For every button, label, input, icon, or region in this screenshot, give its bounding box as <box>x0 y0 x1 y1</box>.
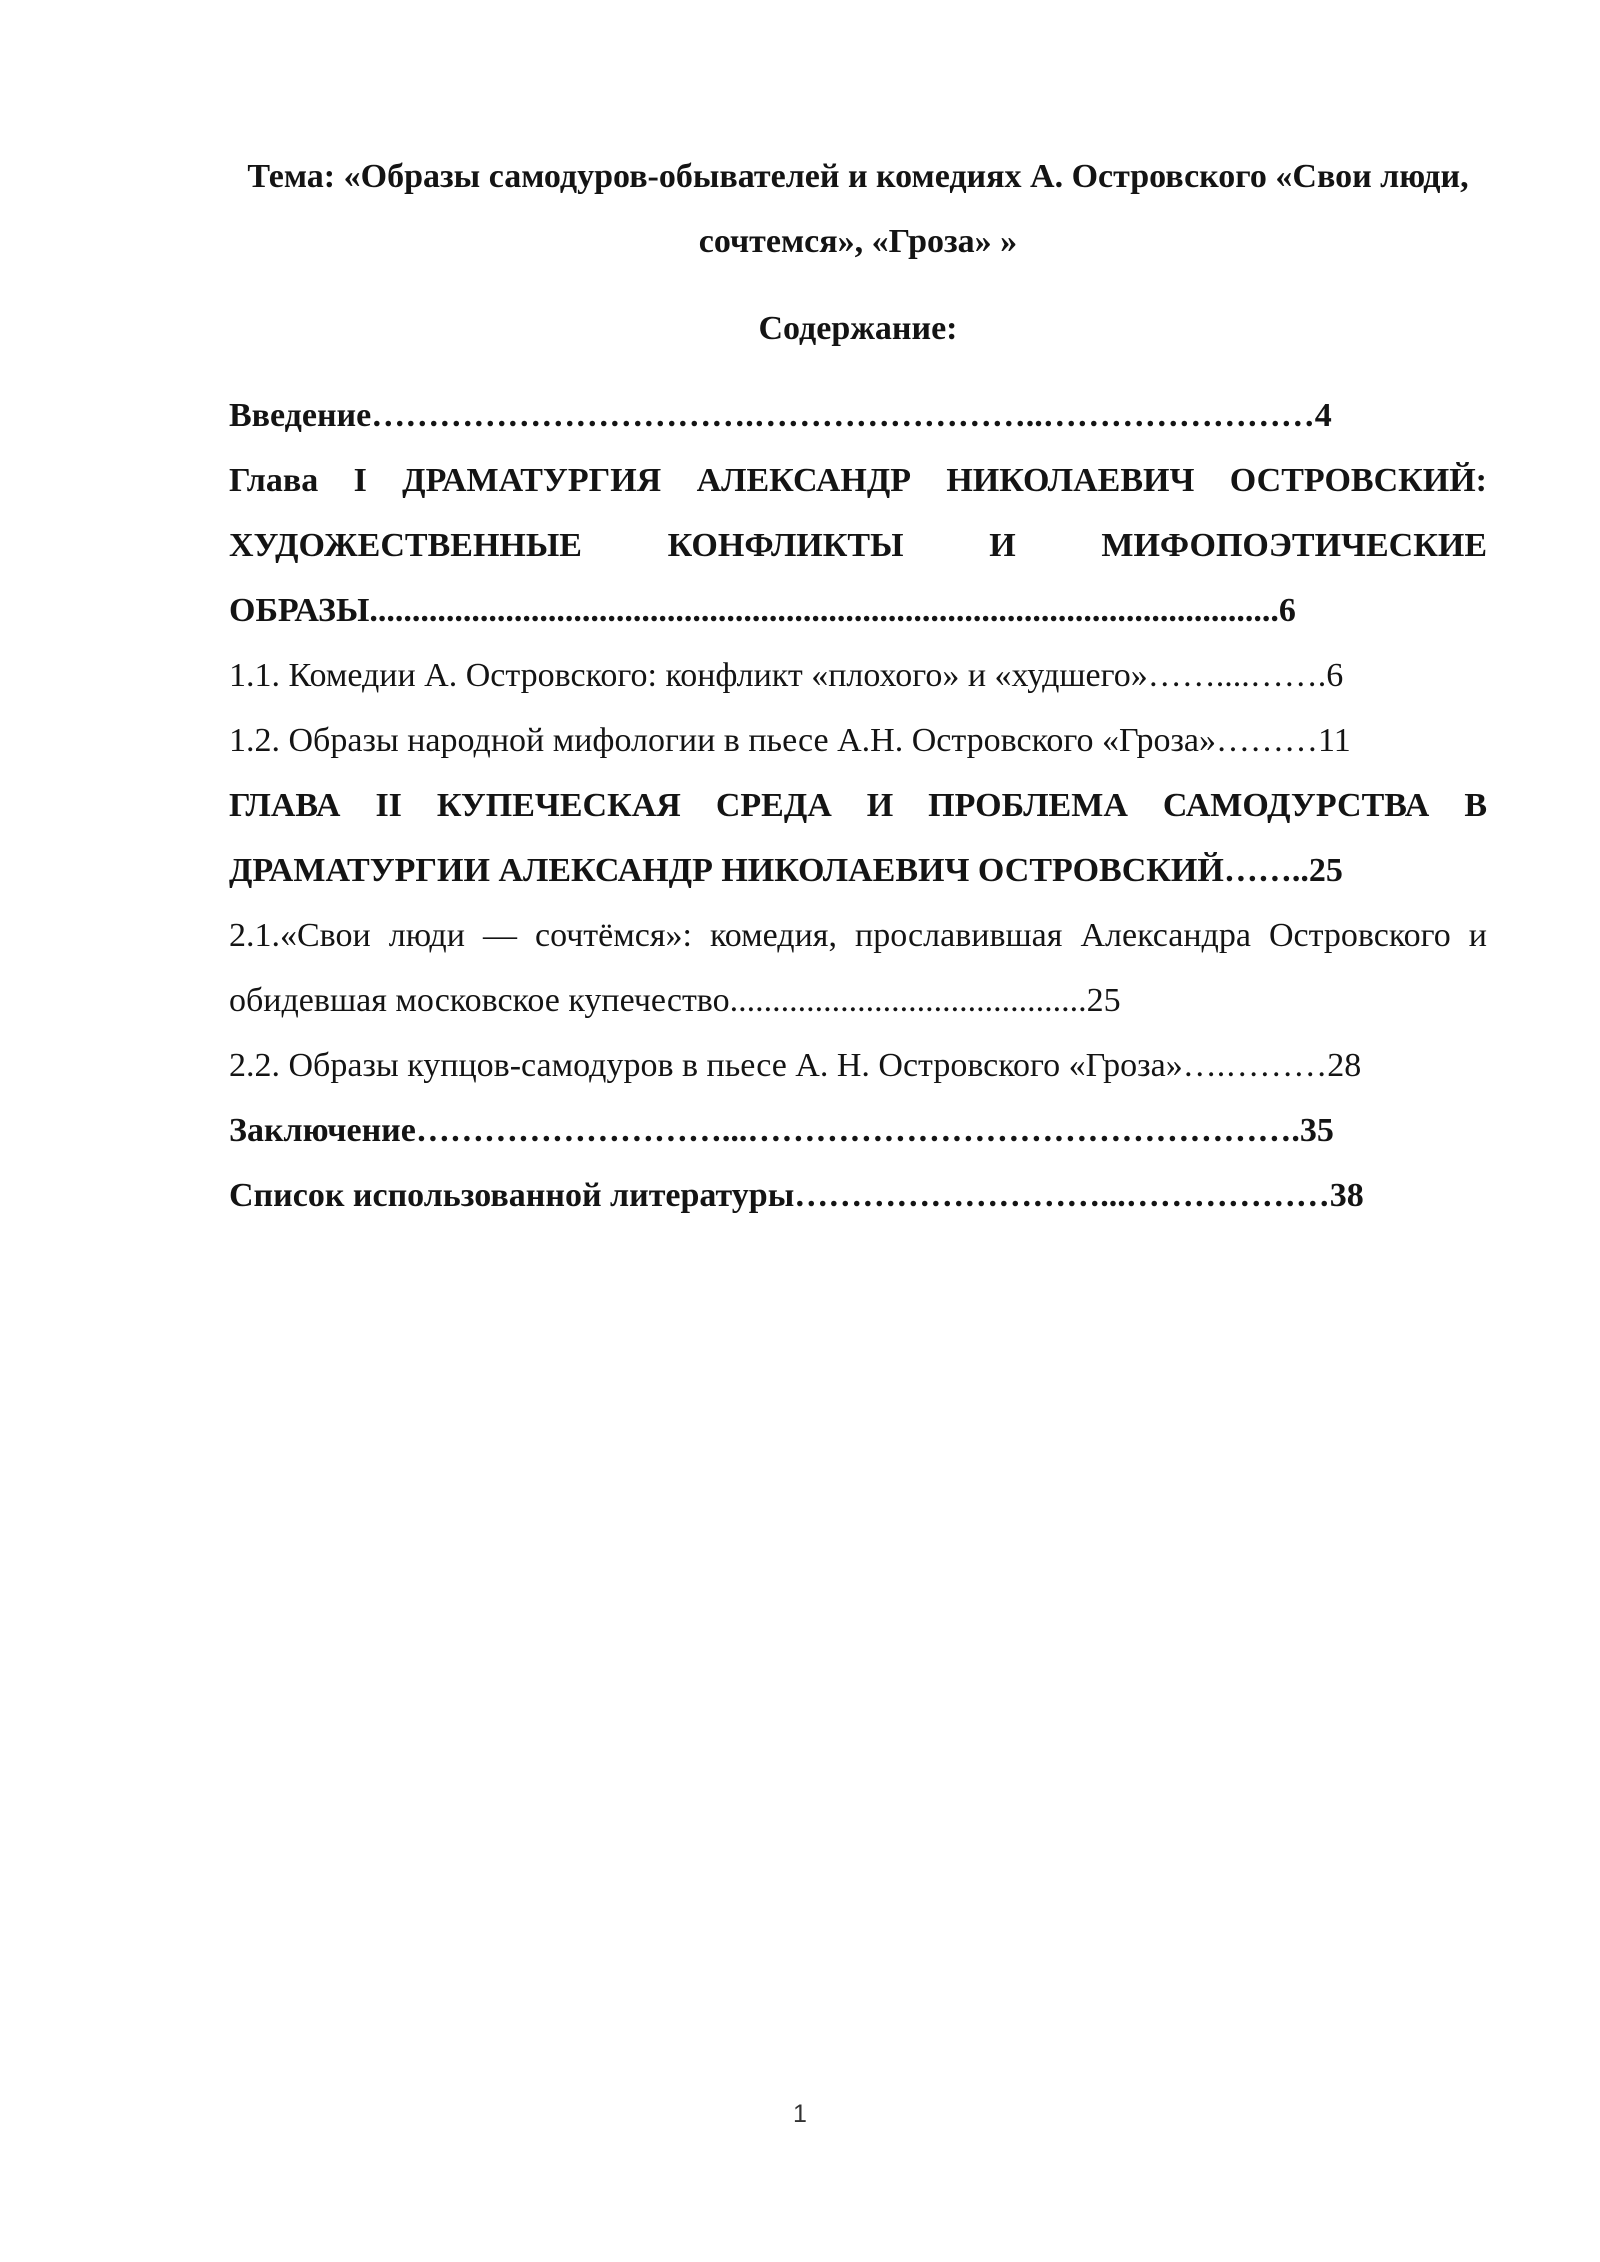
page-content <box>229 144 1487 1228</box>
toc-entry-chapter-1: Глава I ДРАМАТУРГИЯ АЛЕКСАНДР НИКОЛАЕВИЧ ОСТРОВСКИЙ: ХУДОЖЕСТВЕННЫЕ КОНФЛИКТЫ И МИФОПОЭТИЧЕСКИЕ ОБРАЗЫ...........................................................................................................6 <box>229 462 1487 629</box>
toc-entry-introduction: Введение…………………………….……………………..……………………4 <box>229 397 1332 434</box>
toc-entry-section-2-1: 2.1.«Свои люди — сочтёмся»: комедия, прославившая Александра Островского и обидевшая московское купечество..........................................25 <box>229 917 1487 1019</box>
table-of-contents <box>229 383 1487 1228</box>
toc-entry-section-2-2: 2.2. Образы купцов-самодуров в пьесе А. Н. Островского «Гроза»….………28 <box>229 1047 1362 1084</box>
document-title: Тема: «Образы самодуров-обывателей и комедиях А. Островского «Свои люди, сочтемся», «Гроза» » <box>247 158 1469 260</box>
toc-entry-section-1-1: 1.1. Комедии А. Островского: конфликт «плохого» и «худшего»……....…….6 <box>229 657 1344 694</box>
page-number: 1 <box>793 2100 807 2128</box>
toc-heading: Содержание: <box>758 310 958 347</box>
toc-entry-section-1-2: 1.2. Образы народной мифологии в пьесе А.Н. Островского «Гроза»………11 <box>229 722 1351 759</box>
toc-entry-chapter-2: ГЛАВА II КУПЕЧЕСКАЯ СРЕДА И ПРОБЛЕМА САМОДУРСТВА В ДРАМАТУРГИИ АЛЕКСАНДР НИКОЛАЕВИЧ ОСТРОВСКИЙ……..25 <box>229 787 1487 889</box>
toc-entry-conclusion: Заключение………………………...………………………………………….35 <box>229 1112 1334 1149</box>
toc-entry-bibliography: Список использованной литературы………………………...………………38 <box>229 1177 1364 1214</box>
